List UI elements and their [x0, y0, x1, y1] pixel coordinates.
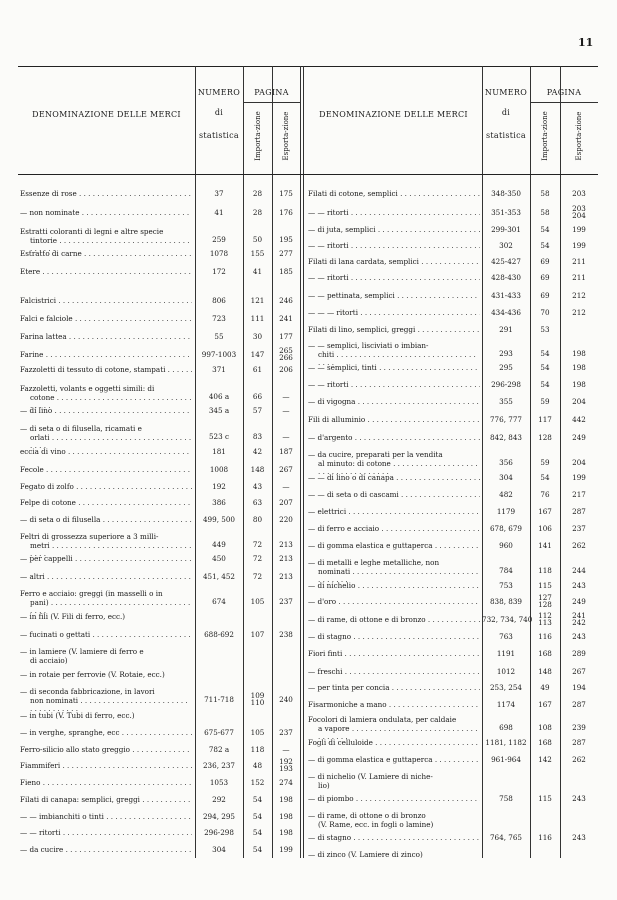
divider	[243, 66, 244, 858]
numero-statistica: 764, 765	[489, 833, 522, 842]
column-header-denominazione: DENOMINAZIONE DELLE MERCI	[32, 110, 181, 119]
merce-name: — di lino . . .	[20, 407, 192, 416]
numero-statistica: 675-677	[204, 728, 234, 737]
merce-name: — di vigogna . . .	[308, 398, 480, 407]
merce-name: — in tubi (V. Tubi di ferro, ecc.)	[20, 712, 135, 720]
pagina-esportazione: 175	[279, 189, 293, 198]
pagina-esportazione: 199	[572, 473, 586, 482]
numero-statistica: 1181, 1182	[485, 738, 527, 747]
merce-name: — — di seta o di cascami . . .	[308, 491, 480, 500]
pagina-importazione: 72	[252, 554, 263, 563]
pagina-esportazione: —	[282, 392, 290, 401]
pagina-importazione: 54	[540, 241, 550, 250]
pagina-esportazione: 287	[572, 700, 586, 709]
pagina-importazione: 127 128	[538, 593, 552, 609]
pagina-esportazione: 274	[279, 778, 293, 787]
pagina-esportazione: 262	[572, 541, 586, 550]
merce-name: — — di lino o di canapa . . .	[308, 474, 480, 483]
numero-statistica: 523 c	[208, 432, 230, 441]
pagina-esportazione: 243	[572, 794, 586, 803]
numero-statistica: 1078	[209, 249, 229, 258]
merce-name: Filati di lino, semplici, greggi . . .	[308, 326, 480, 335]
merce-name: — in rotaie per ferrovie (V. Rotaie, ecc.)	[20, 671, 165, 679]
merce-name: Estratti coloranti di legni e altre specie tintorie . . .	[20, 228, 192, 254]
merce-name: — — ritorti . . .	[308, 274, 480, 283]
pagina-importazione: 107	[250, 630, 265, 639]
column-header-numero-di: di	[501, 108, 511, 117]
pagina-importazione: 128	[538, 433, 552, 442]
pagina-importazione: 50	[252, 235, 263, 244]
pagina-esportazione: 187	[279, 447, 293, 456]
merce-name: — — ritorti . . .	[308, 209, 480, 218]
numero-statistica: 299-301	[491, 225, 521, 234]
pagina-importazione: 57	[252, 406, 263, 415]
numero-statistica: 451, 452	[202, 572, 235, 581]
numero-statistica: 386	[212, 498, 226, 507]
numero-statistica: 296-298	[491, 380, 521, 389]
pagina-esportazione: 237	[279, 597, 293, 606]
numero-statistica: 304	[212, 845, 226, 854]
pagina-esportazione: —	[282, 406, 290, 415]
column-header-statistica: statistica	[199, 131, 239, 140]
numero-statistica: 698	[499, 723, 513, 732]
merce-name: — altri . . .	[20, 573, 192, 582]
pagina-importazione: 116	[538, 833, 552, 842]
pagina-esportazione: 176	[279, 208, 293, 217]
numero-statistica: 449	[212, 540, 226, 549]
pagina-importazione: 54	[252, 795, 263, 804]
pagina-esportazione: 211	[572, 273, 586, 282]
column-header-importazione: Importa-zione	[541, 111, 549, 161]
numero-statistica: 291	[499, 325, 513, 334]
pagina-importazione: 41	[252, 267, 263, 276]
numero-statistica: 355	[499, 397, 513, 406]
pagina-importazione: 48	[252, 761, 263, 770]
numero-statistica: 997-1003	[201, 350, 237, 359]
pagina-esportazione: 237	[572, 524, 586, 533]
pagina-importazione: 42	[252, 447, 263, 456]
merce-name: Etere . . .	[20, 268, 192, 277]
pagina-esportazione: 194	[572, 683, 586, 692]
column-header-pagina: PAGINA	[254, 88, 289, 97]
merce-name: Ferro-silicio allo stato greggio . . .	[20, 746, 192, 755]
merce-name: Filati di cotone, semplici . . .	[308, 190, 480, 199]
merce-name: — per tinta per concia . . .	[308, 684, 480, 693]
pagina-esportazione: —	[282, 482, 290, 491]
numero-statistica: 450	[212, 554, 226, 563]
pagina-esportazione: 204	[572, 397, 586, 406]
pagina-importazione: 111	[250, 314, 265, 323]
pagina-esportazione: 243	[572, 833, 586, 842]
merce-name: eccia di vino . . .	[20, 448, 192, 457]
pagina-esportazione: 199	[279, 845, 293, 854]
merce-name: Estratto di carne . . .	[20, 250, 192, 259]
numero-statistica: 351-353	[491, 208, 521, 217]
pagina-esportazione: 267	[572, 667, 586, 676]
pagina-esportazione: 212	[572, 308, 586, 317]
merce-name: — di gomma elastica e guttaperca . . .	[308, 542, 480, 551]
pagina-esportazione: 217	[572, 490, 586, 499]
merce-name: — — semplici, lisciviati o imbian- chiti . . .	[308, 342, 480, 368]
numero-statistica: 371	[212, 365, 226, 374]
pagina-importazione: 80	[252, 515, 263, 524]
numero-statistica: 356	[499, 458, 513, 467]
pagina-importazione: 70	[540, 308, 550, 317]
merce-name: — d'oro . . .	[308, 598, 480, 607]
numero-statistica: 253, 254	[489, 683, 522, 692]
numero-statistica: 302	[499, 241, 513, 250]
column-header-numero: NUMERO	[484, 88, 528, 97]
pagina-esportazione: 239	[572, 723, 586, 732]
pagina-esportazione: 249	[572, 597, 586, 606]
numero-statistica: 782 a	[208, 745, 230, 754]
pagina-importazione: 76	[540, 490, 550, 499]
merce-name: Fazzoletti, volants e oggetti simili: di cotone . . .	[20, 385, 192, 411]
merce-name: — elettrici . . .	[308, 508, 480, 517]
merce-name: — di nichelio . . .	[308, 582, 480, 591]
merce-name: — di gomma elastica e guttaperca . . .	[308, 756, 480, 765]
pagina-esportazione: 241 242	[572, 611, 586, 627]
header-bottom-rule	[18, 174, 598, 175]
pagina-esportazione: 198	[572, 380, 586, 389]
merce-name: — in verghe, spranghe, ecc . . .	[20, 729, 192, 738]
pagina-importazione: 59	[540, 397, 550, 406]
numero-statistica: 482	[499, 490, 513, 499]
numero-statistica: 345 a	[208, 406, 230, 415]
merce-name: Fiammiferi . . .	[20, 762, 192, 771]
pagina-importazione: 66	[252, 392, 263, 401]
pagina-importazione: 28	[252, 208, 263, 217]
merce-name: — di piombo . . .	[308, 795, 480, 804]
pagina-importazione: 63	[252, 498, 263, 507]
pagina-esportazione: 213	[279, 540, 293, 549]
merce-name: — in fili (V. Fili di ferro, ecc.)	[20, 613, 126, 621]
pagina-esportazione: 195	[279, 235, 293, 244]
merce-name: Essenze di rose . . .	[20, 190, 192, 199]
pagina-importazione: 69	[540, 257, 550, 266]
numero-statistica: 1008	[209, 465, 229, 474]
pagina-esportazione: 246	[279, 296, 293, 305]
merce-name: Felpe di cotone . . .	[20, 499, 192, 508]
column-header-numero: NUMERO	[197, 88, 241, 97]
numero-statistica: 1053	[209, 778, 229, 787]
pagina-esportazione: 238	[279, 630, 293, 639]
pagina-importazione: 54	[252, 845, 263, 854]
pagina-importazione: 72	[252, 540, 263, 549]
pagina-importazione: 117	[538, 415, 552, 424]
merce-name: Ferro e acciaio: greggi (in masselli o in pani) . . .	[20, 590, 192, 616]
merce-name: — — ritorti . . .	[20, 829, 192, 838]
column-header-pagina: PAGINA	[546, 88, 582, 97]
pagina-importazione: 59	[540, 458, 550, 467]
pagina-importazione: 148	[538, 667, 552, 676]
pagina-importazione: 155	[250, 249, 265, 258]
pagina-esportazione: 177	[279, 332, 293, 341]
merce-name: Fiori finti . . .	[308, 650, 480, 659]
numero-statistica: 304	[499, 473, 513, 482]
numero-statistica: 292	[212, 795, 226, 804]
numero-statistica: 723	[212, 314, 226, 323]
pagina-importazione: 54	[540, 349, 550, 358]
merce-name: — di juta, semplici . . .	[308, 226, 480, 235]
pagina-esportazione: 287	[572, 738, 586, 747]
pagina-importazione: 54	[252, 812, 263, 821]
pagina-esportazione: 277	[279, 249, 293, 258]
numero-statistica: 842, 843	[489, 433, 522, 442]
numero-statistica: 1012	[496, 667, 516, 676]
merce-name: Falcistrici . . .	[20, 297, 192, 306]
numero-statistica: 406 a	[208, 392, 230, 401]
pagina-esportazione: 185	[279, 267, 293, 276]
center-double-divider	[300, 66, 304, 858]
merce-name: Falci e falciole . . .	[20, 315, 192, 324]
pagina-esportazione: 244	[572, 566, 586, 575]
pagina-importazione: 105	[250, 728, 265, 737]
pagina-esportazione: 243	[572, 581, 586, 590]
pagina-esportazione: 289	[572, 649, 586, 658]
pagina-importazione: 61	[252, 365, 263, 374]
numero-statistica: 172	[212, 267, 226, 276]
pagina-importazione: 58	[540, 208, 550, 217]
pagina-importazione: 28	[252, 189, 263, 198]
merce-name: — — ritorti . . .	[308, 381, 480, 390]
merce-name: — di rame, di ottone e di bronzo . . .	[308, 616, 480, 625]
pagina-esportazione: 241	[279, 314, 293, 323]
merce-name: Focolori di lamiera ondulata, per caldaie a vapore . . .	[308, 716, 480, 742]
merce-name: Fogli di celluloide . . .	[308, 739, 480, 748]
merce-name: Fecole . . .	[20, 466, 192, 475]
pagina-importazione: 168	[538, 738, 552, 747]
divider	[272, 66, 273, 858]
numero-statistica: 688-692	[204, 630, 234, 639]
pagina-importazione: 54	[540, 363, 550, 372]
numero-statistica: 192	[212, 482, 226, 491]
merce-name: Fili di alluminio . . .	[308, 416, 480, 425]
column-header-esportazione: Esporta-zione	[282, 111, 290, 161]
pagina-esportazione: 213	[279, 572, 293, 581]
numero-statistica: 259	[212, 235, 226, 244]
column-header-numero-di: di	[214, 108, 224, 117]
merce-name: — — imbianchiti o tinti . . .	[20, 813, 192, 822]
merce-name: — d'argento . . .	[308, 434, 480, 443]
divider	[243, 102, 301, 103]
pagina-importazione: 54	[540, 225, 550, 234]
pagina-importazione: 152	[250, 778, 265, 787]
pagina-esportazione: 207	[279, 498, 293, 507]
pagina-importazione: 167	[538, 507, 552, 516]
pagina-importazione: 112 113	[538, 611, 552, 627]
merce-name: — di stagno . . .	[308, 834, 480, 843]
divider	[195, 66, 196, 858]
merce-name: — — semplici, tinti . . .	[308, 364, 480, 373]
column-header-importazione: Importa-zione	[254, 111, 262, 161]
pagina-esportazione: 198	[279, 828, 293, 837]
numero-statistica: 763	[499, 632, 513, 641]
pagina-importazione: 168	[538, 649, 552, 658]
pagina-esportazione: 198	[279, 812, 293, 821]
page-number: 11	[578, 36, 594, 49]
merce-name: — di nichelio (V. Lamiere di niche- lio)	[308, 773, 433, 790]
pagina-importazione: 167	[538, 700, 552, 709]
pagina-esportazione: 198	[279, 795, 293, 804]
pagina-esportazione: 199	[572, 241, 586, 250]
merce-name: Fegato di zolfo . . .	[20, 483, 192, 492]
merce-name: — di seta o di filusella, ricamati e orlati . . .	[20, 425, 192, 451]
pagina-importazione: 53	[540, 325, 550, 334]
pagina-importazione: 69	[540, 291, 550, 300]
numero-statistica: 41	[214, 208, 224, 217]
pagina-esportazione: 237	[279, 728, 293, 737]
pagina-importazione: 83	[252, 432, 263, 441]
numero-statistica: 55	[214, 332, 224, 341]
merce-name: — — pettinata, semplici . . .	[308, 292, 480, 301]
numero-statistica: 294, 295	[202, 812, 235, 821]
numero-statistica: 431-433	[491, 291, 521, 300]
pagina-importazione: 106	[538, 524, 552, 533]
numero-statistica: 732, 734, 740	[482, 615, 533, 624]
pagina-esportazione: 206	[279, 365, 293, 374]
numero-statistica: 711-718	[204, 695, 234, 704]
pagina-importazione: 141	[538, 541, 552, 550]
pagina-importazione: 142	[538, 755, 552, 764]
pagina-importazione: 115	[538, 794, 552, 803]
merce-name: Fazzoletti di tessuto di cotone, stampati . . .	[20, 366, 192, 375]
merce-name: Feltri di grossezza superiore a 3 milli- metri . . .	[20, 533, 192, 559]
merce-name: — fucinati o gettati . . .	[20, 631, 192, 640]
merce-name: — per cappelli . . .	[20, 555, 192, 564]
numero-statistica: 181	[212, 447, 226, 456]
merce-name: — di seconda fabbricazione, in lavori non nominati . . .	[20, 688, 192, 714]
merce-name: — di rame, di ottone o di bronzo (V. Rame, ecc. in fogli o lamine)	[308, 812, 434, 829]
pagina-importazione: 147	[250, 350, 265, 359]
column-header-denominazione: DENOMINAZIONE DELLE MERCI	[319, 110, 468, 119]
numero-statistica: 758	[499, 794, 513, 803]
pagina-importazione: 121	[250, 296, 265, 305]
pagina-esportazione: 267	[279, 465, 293, 474]
numero-statistica: 838, 839	[489, 597, 522, 606]
merce-name: — freschi . . .	[308, 668, 480, 677]
pagina-esportazione: —	[282, 432, 290, 441]
merce-name: Filati di canapa: semplici, greggi . . .	[20, 796, 192, 805]
merce-name: Fieno . . .	[20, 779, 192, 788]
numero-statistica: 295	[499, 363, 513, 372]
numero-statistica: 776, 777	[489, 415, 522, 424]
pagina-esportazione: 199	[572, 225, 586, 234]
pagina-importazione: 30	[252, 332, 263, 341]
pagina-importazione: 54	[252, 828, 263, 837]
numero-statistica: 293	[499, 349, 513, 358]
merce-name: — di ferro e acciaio . . .	[308, 525, 480, 534]
numero-statistica: 236, 237	[202, 761, 235, 770]
numero-statistica: 428-430	[491, 273, 521, 282]
merce-name: — di stagno . . .	[308, 633, 480, 642]
pagina-importazione: 108	[538, 723, 552, 732]
pagina-esportazione: 262	[572, 755, 586, 764]
merce-name: — di metalli e leghe metalliche, non nominati . . .	[308, 559, 480, 585]
column-header-statistica: statistica	[486, 131, 526, 140]
pagina-esportazione: 240	[279, 695, 293, 704]
numero-statistica: 1174	[496, 700, 516, 709]
pagina-importazione: 72	[252, 572, 263, 581]
pagina-importazione: 148	[250, 465, 265, 474]
pagina-esportazione: 203	[572, 189, 586, 198]
numero-statistica: 296-298	[204, 828, 234, 837]
pagina-importazione: 49	[540, 683, 550, 692]
pagina-importazione: 69	[540, 273, 550, 282]
numero-statistica: 753	[499, 581, 513, 590]
merce-name: — non nominate . . .	[20, 209, 192, 218]
numero-statistica: 806	[212, 296, 226, 305]
pagina-esportazione: 212	[572, 291, 586, 300]
merce-name: Farina lattea . . .	[20, 333, 192, 342]
pagina-esportazione: 442	[572, 415, 586, 424]
pagina-esportazione: 192 193	[279, 757, 293, 773]
pagina-importazione: 105	[250, 597, 265, 606]
numero-statistica: 678, 679	[489, 524, 522, 533]
numero-statistica: 348-350	[491, 189, 521, 198]
pagina-importazione: 109 110	[250, 691, 265, 707]
pagina-importazione: 54	[540, 473, 550, 482]
pagina-importazione: 54	[540, 380, 550, 389]
numero-statistica: 674	[212, 597, 226, 606]
merce-name: Filati di lana cardata, semplici . . .	[308, 258, 480, 267]
pagina-importazione: 118	[538, 566, 552, 575]
merce-name: — — — ritorti . . .	[308, 309, 480, 318]
merce-name: — in lamiere (V. lamiere di ferro e di acciaio)	[20, 648, 144, 665]
divider	[530, 102, 598, 103]
numero-statistica: 499, 500	[202, 515, 235, 524]
pagina-importazione: 58	[540, 189, 550, 198]
merce-name: — — ritorti . . .	[308, 242, 480, 251]
pagina-esportazione: 220	[279, 515, 293, 524]
merce-name: — di zinco (V. Lamiere di zinco)	[308, 851, 423, 859]
merce-name: Fisarmoniche a mano . . .	[308, 701, 480, 710]
numero-statistica: 1179	[496, 507, 516, 516]
numero-statistica: 425-427	[491, 257, 521, 266]
pagina-esportazione: 249	[572, 433, 586, 442]
pagina-esportazione: 211	[572, 257, 586, 266]
pagina-esportazione: 203 204	[572, 204, 586, 220]
numero-statistica: 434-436	[491, 308, 521, 317]
numero-statistica: 961-964	[491, 755, 521, 764]
merce-name: Farine . . .	[20, 351, 192, 360]
pagina-importazione: 115	[538, 581, 552, 590]
merce-name: — di seta o di filusella . . .	[20, 516, 192, 525]
column-header-esportazione: Esporta-zione	[575, 111, 583, 161]
pagina-esportazione: 287	[572, 507, 586, 516]
merce-name: — da cucire . . .	[20, 846, 192, 855]
numero-statistica: 960	[499, 541, 513, 550]
merce-name: — da cucire, preparati per la vendita al minuto: di cotone . . .	[308, 451, 480, 477]
pagina-importazione: 43	[252, 482, 263, 491]
pagina-esportazione: 198	[572, 349, 586, 358]
pagina-esportazione: —	[282, 745, 290, 754]
pagina-esportazione: 204	[572, 458, 586, 467]
pagina-importazione: 118	[250, 745, 265, 754]
numero-statistica: 37	[214, 189, 224, 198]
pagina-esportazione: 243	[572, 632, 586, 641]
pagina-esportazione: 213	[279, 554, 293, 563]
numero-statistica: 784	[499, 566, 513, 575]
pagina-importazione: 116	[538, 632, 552, 641]
numero-statistica: 1191	[496, 649, 516, 658]
pagina-esportazione: 265 266	[279, 346, 293, 362]
pagina-esportazione: 198	[572, 363, 586, 372]
